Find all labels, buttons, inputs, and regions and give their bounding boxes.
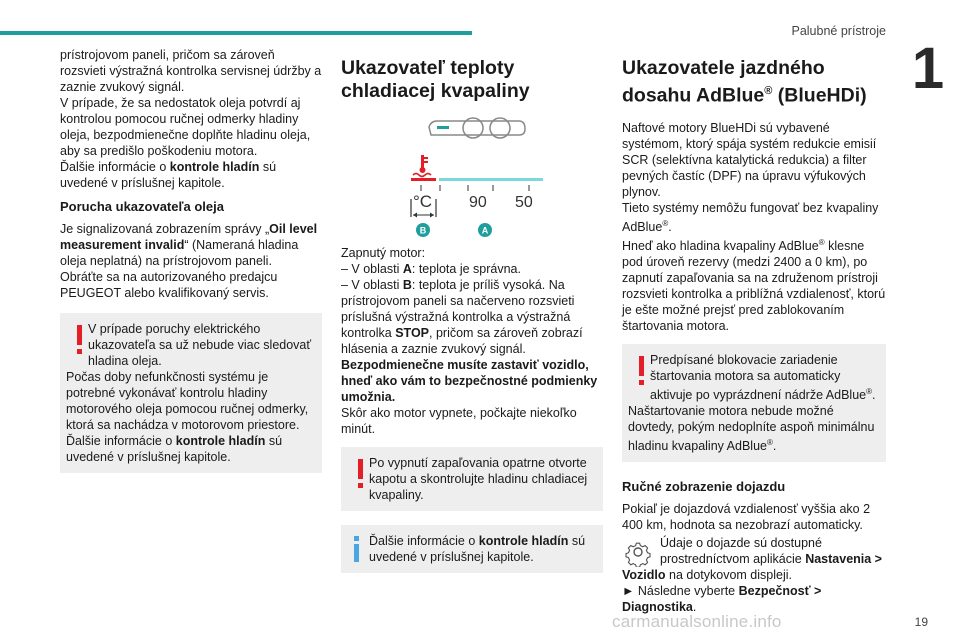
warning-exclamation-icon bbox=[632, 354, 652, 388]
warning-exclamation-icon bbox=[351, 457, 371, 491]
page-number: 19 bbox=[914, 615, 928, 629]
info-icon bbox=[352, 535, 362, 563]
paragraph: Tieto systémy nemôžu fungovať bez kvapaliny AdBlue®. bbox=[622, 200, 879, 234]
gauge-unit-label: °C bbox=[413, 192, 433, 211]
paragraph-bold: Bezpodmienečne musíte zastaviť vozidlo, hneď ako vám to bezpečnostné podmienky umožnia. bbox=[341, 358, 598, 404]
paragraph: Je signalizovaná zobrazením správy „Oil level measurement invalid“ (Nameraná hladina oleja neplatná) na prístrojovom paneli. bbox=[60, 222, 318, 268]
column-1 bbox=[60, 47, 322, 481]
paragraph: Hneď ako hladina kvapaliny AdBlue® klesne pod úroveň rezervy (medzi 2400 a 0 km), po zapnutí zapaľovania sa na združenom prístroji rozsvieti kontrolka a priblížná vzdialenosť, ktorú je ešte možné prejsť pred zablokovaním štartovania motora. bbox=[622, 237, 886, 333]
subheading-oil-fault: Porucha ukazovateľa oleja bbox=[60, 199, 224, 214]
gauge-mark-50: 50 bbox=[515, 194, 533, 211]
gauge-mark-90: 90 bbox=[469, 194, 487, 211]
chapter-number: 1 bbox=[911, 36, 945, 101]
paragraph: V prípade, že sa nedostatok oleja potvrdí aj kontrolou pomocou ručnej odmerky hladiny oleja, bezpodmienečne doplňte hladinu oleja, aby sa predišlo poškodeniu motora. bbox=[60, 96, 311, 158]
section-header: Palubné prístroje bbox=[791, 24, 886, 38]
paragraph: Ďalšie informácie o kontrole hladín sú uvedené v príslušnej kapitole. bbox=[60, 160, 277, 190]
gear-icon bbox=[622, 537, 654, 567]
coolant-temperature-icon bbox=[413, 155, 431, 177]
paragraph: Obráťte sa na autorizovaného predajcu PEUGEOT alebo kvalifikovaný servis. bbox=[60, 270, 278, 300]
warning-box: V prípade poruchy elektrického ukazovateľa sa už nebude viac sledovať hladina oleja. Počas doby nefunkčnosti systému je potrebné vykonávať kontrolu hladiny motorového oleja pomocou ručnej odmerky, ktorá sa nachádza v motorovom priestore. Ďalšie informácie o kontrole hladín sú uvedené v príslušnej kapitole. bbox=[60, 313, 322, 473]
info-box: Ďalšie informácie o kontrole hladín sú uvedené v príslušnej kapitole. bbox=[341, 525, 603, 573]
paragraph: – V oblasti A: teplota je správna. bbox=[341, 262, 521, 276]
adblue-title: Ukazovatele jazdného dosahu AdBlue® (BlueHDi) bbox=[622, 57, 867, 107]
warning-box: Predpísané blokovacie zariadenie štartovania motora sa automaticky aktivuje po vyprázdnení nádrže AdBlue®. Naštartovanie motora nebude možné dovtedy, pokým nedoplníte aspoň minimálnu hladinu kvapaliny AdBlue®. bbox=[622, 344, 886, 462]
paragraph: Zapnutý motor: bbox=[341, 246, 426, 260]
paragraph: Naftové motory BlueHDi sú vybavené systémom, ktorý spája systém redukcie emisií SCR (selektívna katalytická redukcia) a filter pevných častíc (DPF) na úpravu výfukových plynov. bbox=[622, 120, 877, 199]
paragraph: Údaje o dojazde sú dostupné prostredníctvom aplikácie Nastavenia > Vozidlo na dotykovom displeji. bbox=[622, 536, 882, 583]
paragraph: Pokiaľ je dojazdová vzdialenosť vyššia ako 2 400 km, hodnota sa nezobrazí automaticky. bbox=[622, 502, 871, 533]
paragraph: Skôr ako motor vypnete, počkajte niekoľko minút. bbox=[341, 406, 577, 436]
paragraph: prístrojovom paneli, pričom sa zároveň rozsvieti výstražná kontrolka servisnej údržby a zaznie zvukový signál. bbox=[60, 48, 322, 94]
settings-note bbox=[622, 535, 886, 583]
warning-exclamation-icon bbox=[70, 323, 90, 357]
label-a: A bbox=[481, 225, 489, 236]
top-accent-bar bbox=[0, 31, 472, 35]
subheading-manual-range: Ručné zobrazenie dojazdu bbox=[622, 479, 786, 495]
watermark: carmanualsonline.info bbox=[612, 612, 782, 631]
paragraph: – V oblasti B: teplota je príliš vysoká. Na prístrojovom paneli sa načerveno rozsvieti príslušná výstražná kontrolka a výstražná kontrolka STOP, pričom sa zároveň zobrazí hlásenia a zaznie zvukový signál. bbox=[341, 278, 583, 356]
coolant-title: Ukazovateľ teploty chladiacej kvapaliny bbox=[341, 57, 530, 102]
label-b: B bbox=[419, 225, 427, 236]
column-3 bbox=[622, 47, 886, 615]
warning-box: Po vypnutí zapaľovania opatrne otvorte kapotu a skontrolujte hladinu chladiacej kvapaliny. bbox=[341, 447, 603, 511]
coolant-gauge-diagram bbox=[407, 115, 547, 239]
instrument-cluster-icon bbox=[429, 118, 525, 138]
paragraph: ► Následne vyberte Bezpečnosť > Diagnostika. bbox=[622, 584, 822, 615]
column-2 bbox=[341, 47, 603, 581]
